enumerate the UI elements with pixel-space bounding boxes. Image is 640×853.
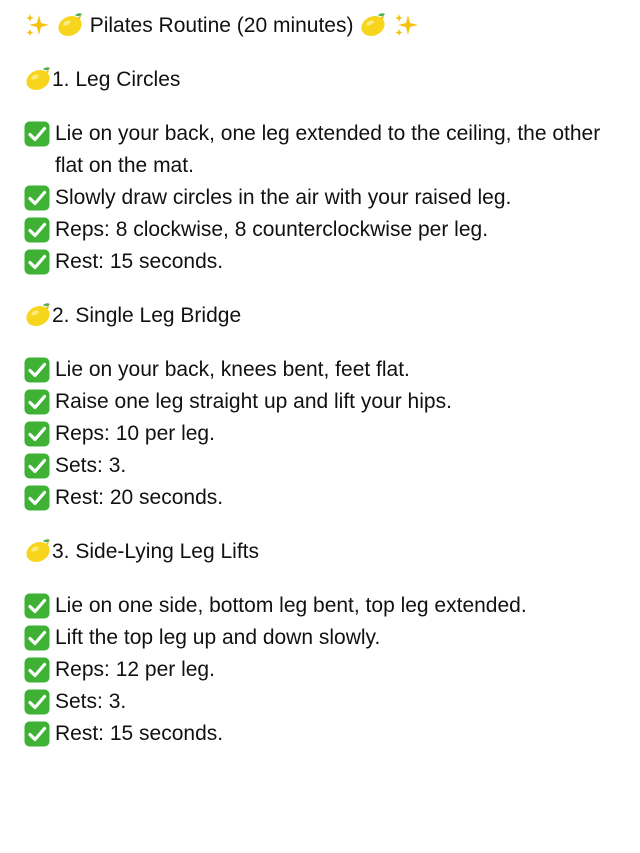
check-mark-icon [24,249,50,275]
page-title: Pilates Routine (20 minutes) [89,14,354,37]
check-mark-icon [24,625,50,651]
section-bullet-list [24,590,620,750]
section-heading [24,300,620,332]
list-item-text: Rest: 20 seconds. [55,486,224,509]
check-mark-icon [24,121,50,147]
list-item-text: Rest: 15 seconds. [55,250,224,273]
check-mark-icon [24,453,50,479]
lemon-icon [24,302,52,328]
check-mark-icon [24,185,50,211]
check-mark-icon [24,657,50,683]
list-item [24,118,620,182]
lemon-icon [56,12,84,38]
list-item-text: Slowly draw circles in the air with your raised leg. [55,186,512,209]
section-heading-text: 3. Side-Lying Leg Lifts [52,540,260,563]
check-mark-icon [24,421,50,447]
check-mark-icon [24,389,50,415]
check-mark-icon [24,721,50,747]
list-item-text: Lie on your back, knees bent, feet flat. [55,358,410,381]
list-item [24,686,620,718]
sparkles-icon [24,12,50,38]
list-item [24,246,620,278]
check-mark-icon [24,593,50,619]
list-item-text: Lie on one side, bottom leg bent, top leg extended. [55,594,527,617]
section-bullet-list [24,118,620,278]
section-bullet-list [24,354,620,514]
list-item-text: Lie on your back, one leg extended to the ceiling, the other flat on the mat. [55,122,601,177]
section-heading-text: 1. Leg Circles [52,68,181,91]
list-item-text: Sets: 3. [55,454,127,477]
section-heading-text: 2. Single Leg Bridge [52,304,242,327]
section-heading [24,64,620,96]
list-item [24,450,620,482]
list-item-text: Reps: 12 per leg. [55,658,215,681]
list-item [24,182,620,214]
lemon-icon [359,12,387,38]
list-item-text: Reps: 10 per leg. [55,422,215,445]
list-item [24,482,620,514]
list-item [24,386,620,418]
list-item-text: Sets: 3. [55,690,127,713]
list-item [24,622,620,654]
lemon-icon [24,538,52,564]
sections-container [24,64,620,750]
page-title-row [24,10,620,42]
check-mark-icon [24,689,50,715]
check-mark-icon [24,357,50,383]
list-item-text: Rest: 15 seconds. [55,722,224,745]
list-item-text: Reps: 8 clockwise, 8 counterclockwise per leg. [55,218,489,241]
check-mark-icon [24,217,50,243]
list-item [24,590,620,622]
list-item-text: Raise one leg straight up and lift your hips. [55,390,452,413]
list-item [24,418,620,450]
list-item [24,718,620,750]
check-mark-icon [24,485,50,511]
list-item-text: Lift the top leg up and down slowly. [55,626,381,649]
list-item [24,654,620,686]
sparkles-icon [393,12,419,38]
list-item [24,354,620,386]
list-item [24,214,620,246]
lemon-icon [24,66,52,92]
section-heading [24,536,620,568]
